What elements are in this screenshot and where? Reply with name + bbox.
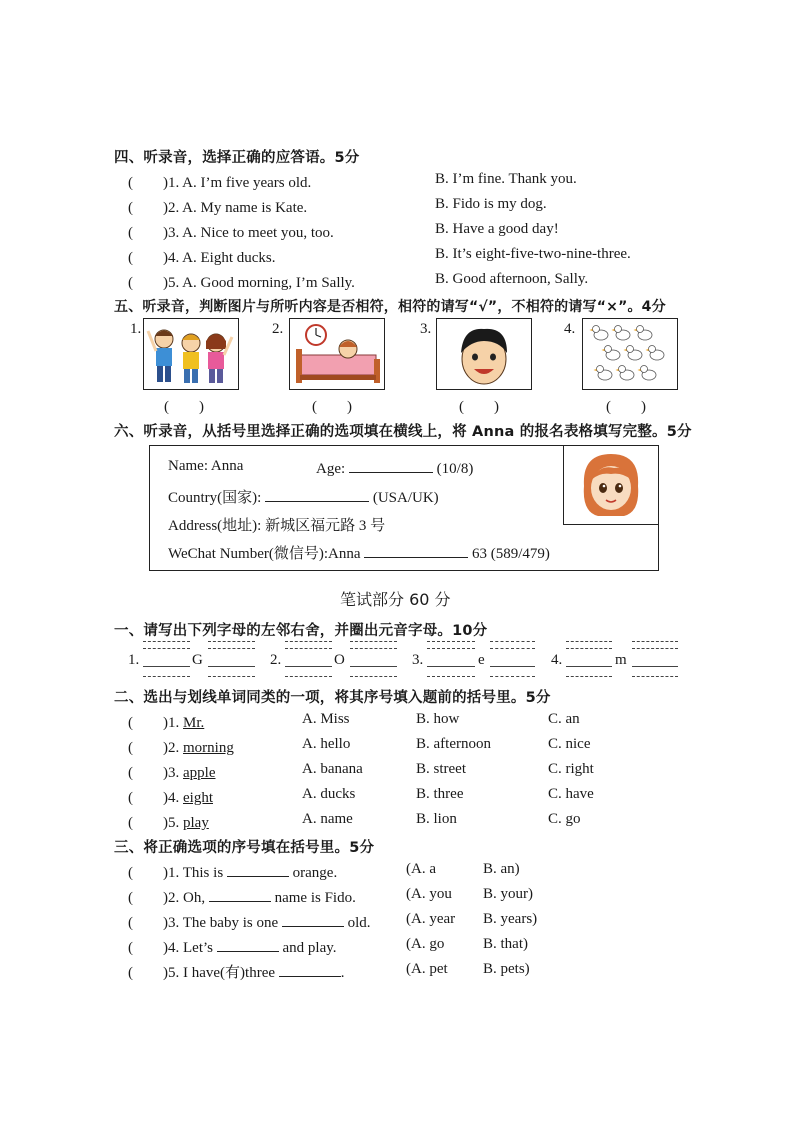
sentence-blank[interactable] [209, 887, 271, 902]
w1-heading: 一、请写出下列字母的左邻右舍，并圈出元音字母。10分 [114, 623, 488, 639]
option-a: (A. go [406, 936, 445, 952]
answer-paren[interactable]: ( ) [128, 890, 168, 906]
boy-face-picture [436, 318, 532, 390]
age-blank[interactable] [349, 458, 433, 473]
form-age-label: Age: [316, 461, 346, 477]
option-a: A. ducks [302, 786, 356, 802]
duck-icon [638, 366, 657, 381]
letter-num: 1. [128, 652, 140, 668]
letter-given: O [334, 652, 345, 668]
sentence-blank[interactable] [227, 862, 289, 877]
form-wechat-label: WeChat Number(微信号):Anna [168, 546, 361, 562]
answer-paren[interactable]: ( ) [128, 275, 168, 291]
list-item: ( )5. A. Good morning, I’m Sally. [128, 275, 355, 291]
option-a: (A. a [406, 861, 436, 877]
option-b: B. Good afternoon, Sally. [435, 271, 589, 287]
answer-paren[interactable]: ( ) [128, 200, 168, 216]
answer-paren[interactable]: ( ) [128, 715, 168, 731]
form-wechat-options: 63 (589/479) [472, 546, 550, 562]
option-b: B. your) [483, 886, 533, 902]
list-item: ( )1. This is orange. [128, 861, 337, 882]
letter-num: 2. [270, 652, 282, 668]
option-a: A. Miss [302, 711, 350, 727]
form-country-label: Country(国家): [168, 490, 262, 506]
sec5-heading: 五、听录音，判断图片与所听内容是否相符，相符的请写“√”，不相符的请写“×”。4分 [114, 299, 666, 315]
option-b: B. how [416, 711, 460, 727]
duck-icon [646, 346, 665, 361]
answer-paren[interactable]: ( ) [128, 175, 168, 191]
list-item: ( )2. Oh, name is Fido. [128, 886, 356, 907]
sentence-blank[interactable] [217, 937, 279, 952]
option-b: B. lion [416, 811, 457, 827]
form-wechat-row [168, 542, 550, 563]
sentence-blank[interactable] [279, 962, 341, 977]
option-b: B. that) [483, 936, 528, 952]
answer-paren-3[interactable]: ( ) [459, 399, 499, 415]
duck-icon [590, 326, 609, 341]
pic-num-4: 4. [564, 321, 576, 337]
answer-paren[interactable]: ( ) [128, 940, 168, 956]
w2-heading: 二、选出与划线单词同类的一项，将其序号填入题前的括号里。5分 [114, 690, 551, 706]
answer-paren-4[interactable]: ( ) [606, 399, 646, 415]
list-item: ( )1. A. I’m five years old. [128, 175, 312, 191]
pic-num-2: 2. [272, 321, 284, 337]
list-item: ( )1. Mr. [128, 711, 214, 732]
option-a: A. hello [302, 736, 351, 752]
underlined-word: Mr. [183, 715, 205, 731]
list-item: ( )4. eight [128, 786, 219, 807]
form-name: Name: Anna [168, 458, 244, 474]
anna-photo [563, 445, 659, 525]
option-b: B. three [416, 786, 464, 802]
answer-paren[interactable]: ( ) [128, 915, 168, 931]
option-b: B. I’m fine. Thank you. [435, 171, 577, 187]
form-country-options: (USA/UK) [372, 490, 439, 506]
duck-icon [594, 366, 613, 381]
underlined-word: apple [183, 765, 216, 781]
sec6-heading: 六、听录音，从括号里选择正确的选项填在横线上，将 Anna 的报名表格填写完整。5分 [114, 424, 692, 440]
duck-icon [634, 326, 653, 341]
answer-paren[interactable]: ( ) [128, 740, 168, 756]
option-b: B. Have a good day! [435, 221, 559, 237]
sentence-blank[interactable] [282, 912, 344, 927]
country-blank[interactable] [265, 487, 369, 502]
pic-num-3: 3. [420, 321, 432, 337]
form-age-row [316, 458, 473, 478]
option-c: C. nice [548, 736, 591, 752]
form-age-options: (10/8) [436, 461, 474, 477]
children-picture [143, 318, 239, 390]
underlined-word: eight [183, 790, 213, 806]
answer-paren[interactable]: ( ) [128, 815, 168, 831]
option-b: B. years) [483, 911, 538, 927]
list-item: ( )5. play [128, 811, 219, 832]
option-b: B. Fido is my dog. [435, 196, 547, 212]
letter-given: m [615, 652, 627, 668]
list-item: ( )3. apple [128, 761, 221, 782]
form-country-row [168, 486, 439, 507]
option-a: (A. pet [406, 961, 448, 977]
duck-icon [612, 326, 631, 341]
duck-icon [624, 346, 643, 361]
answer-paren-2[interactable]: ( ) [312, 399, 352, 415]
list-item: ( )5. I have(有)three . [128, 961, 345, 982]
option-b: B. an) [483, 861, 520, 877]
letter-given: e [478, 652, 485, 668]
form-address: Address(地址): 新城区福元路 3 号 [168, 518, 386, 534]
letter-num: 4. [551, 652, 563, 668]
option-a: (A. year [406, 911, 456, 927]
duck-icon [616, 366, 635, 381]
list-item: ( )3. A. Nice to meet you, too. [128, 225, 334, 241]
letter-num: 3. [412, 652, 424, 668]
answer-paren[interactable]: ( ) [128, 250, 168, 266]
answer-paren[interactable]: ( ) [128, 865, 168, 881]
option-c: C. have [548, 786, 594, 802]
written-part-title: 笔试部分 60 分 [340, 590, 451, 609]
answer-paren[interactable]: ( ) [128, 790, 168, 806]
list-item: ( )4. A. Eight ducks. [128, 250, 276, 266]
sec4-heading: 四、听录音，选择正确的应答语。5分 [114, 150, 360, 166]
letter-given: G [192, 652, 203, 668]
list-item: ( )2. morning [128, 736, 240, 757]
w3-heading: 三、将正确选项的序号填在括号里。5分 [114, 840, 375, 856]
duck-icon [602, 346, 621, 361]
list-item: ( )4. Let’s and play. [128, 936, 337, 957]
option-c: C. an [548, 711, 580, 727]
list-item: ( )3. The baby is one old. [128, 911, 371, 932]
underlined-word: morning [183, 740, 234, 756]
option-b: B. pets) [483, 961, 530, 977]
option-a: A. name [302, 811, 353, 827]
option-b: B. afternoon [416, 736, 491, 752]
answer-paren[interactable]: ( ) [128, 225, 168, 241]
option-b: B. street [416, 761, 466, 777]
option-c: C. go [548, 811, 581, 827]
option-b: B. It’s eight-five-two-nine-three. [435, 246, 631, 262]
option-a: (A. you [406, 886, 452, 902]
sleeping-picture [289, 318, 385, 390]
pic-num-1: 1. [130, 321, 142, 337]
option-a: A. banana [302, 761, 363, 777]
ducks-picture [582, 318, 678, 390]
wechat-blank[interactable] [364, 543, 468, 558]
answer-paren[interactable]: ( ) [128, 965, 168, 981]
answer-paren[interactable]: ( ) [128, 765, 168, 781]
underlined-word: play [183, 815, 209, 831]
list-item: ( )2. A. My name is Kate. [128, 200, 308, 216]
answer-paren-1[interactable]: ( ) [164, 399, 204, 415]
option-c: C. right [548, 761, 594, 777]
